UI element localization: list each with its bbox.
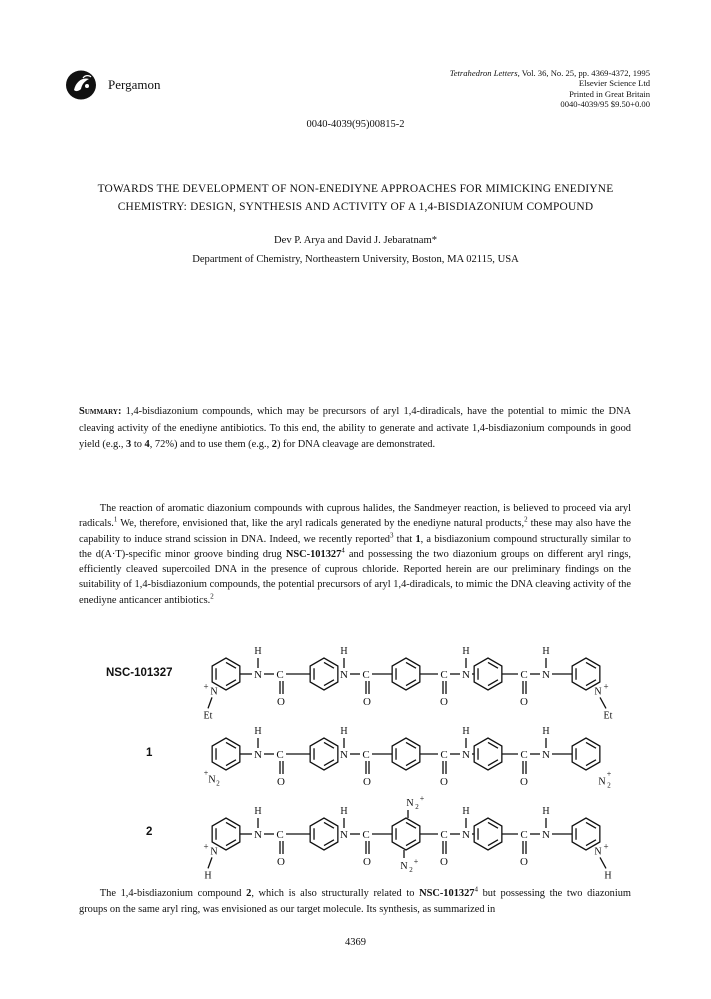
citation-ref: 4: [474, 885, 478, 894]
structure-label-1: 1: [146, 747, 153, 759]
title-line-1: TOWARDS THE DEVELOPMENT OF NON-ENEDIYNE APPROACHES FOR MIMICKING ENEDIYNE: [97, 183, 614, 195]
amide-hydrogen: H: [542, 806, 550, 817]
summary-paragraph: [79, 404, 631, 454]
body-text: , which is also structurally related to: [251, 888, 420, 899]
diazonium-subscript: 2: [409, 866, 413, 874]
publisher-logo-icon: [65, 69, 99, 101]
summary-text: to: [131, 439, 145, 451]
amide-hydrogen: H: [462, 806, 470, 817]
body-paragraph-2: [79, 886, 631, 917]
pyridinium-nitrogen: N: [210, 846, 218, 858]
carbonyl-carbon: C: [276, 749, 284, 761]
positive-charge: +: [603, 841, 609, 852]
amide-nitrogen: N: [542, 749, 550, 761]
positive-charge: +: [419, 794, 425, 803]
carbonyl-carbon: C: [440, 749, 448, 761]
citation-ref: 3: [390, 531, 394, 540]
body-text: , a bisdiazonium compound structurally similar to the d(A·T)-specific minor groove binding drug: [79, 533, 632, 560]
amide-nitrogen: N: [340, 669, 348, 681]
ethyl-substituent: Et: [203, 710, 213, 722]
amide-nitrogen: N: [462, 669, 470, 681]
journal-printed-line: Printed in Great Britain: [569, 88, 650, 99]
diazonium-group: N: [598, 776, 606, 788]
body-text: these may also have the capability to induce strand scission in DNA. Indeed, we recently reported: [79, 518, 631, 545]
journal-publisher-line: Elsevier Science Ltd: [578, 78, 650, 89]
pyridinium-nitrogen: N: [210, 686, 218, 698]
carbonyl-carbon: C: [362, 829, 370, 841]
carbonyl-carbon: C: [520, 829, 528, 841]
citation-ref: 2: [210, 592, 214, 601]
carbonyl-oxygen: O: [440, 776, 448, 788]
carbonyl-oxygen: O: [277, 776, 285, 788]
carbonyl-carbon: C: [276, 669, 284, 681]
amide-hydrogen: H: [254, 726, 262, 737]
compound-ref: 4: [144, 439, 150, 451]
bond: [208, 697, 212, 708]
positive-charge: +: [203, 768, 209, 778]
structure-label-2: 2: [146, 826, 153, 838]
amide-hydrogen: H: [340, 646, 348, 657]
body-paragraph-1: [79, 501, 631, 608]
body-text: that: [393, 533, 416, 545]
carbonyl-oxygen: O: [440, 696, 448, 708]
positive-charge: +: [203, 681, 209, 692]
amide-hydrogen: H: [462, 646, 470, 657]
diazonium-group: N: [208, 774, 216, 786]
body-text: We, therefore, envisioned that, like the aryl radicals generated by the enediyne natural products,: [117, 518, 525, 530]
carbonyl-carbon: C: [440, 669, 448, 681]
compound-ref: NSC-101327: [285, 548, 342, 560]
amide-nitrogen: N: [254, 829, 262, 841]
pyridinium-hydrogen: H: [204, 870, 212, 880]
journal-title: Tetrahedron Letters,: [449, 68, 520, 78]
citation-ref: 2: [524, 515, 528, 524]
body-text: The reaction of aromatic diazonium compounds with cuprous halides, the Sandmeyer reaction, is believed to proceed via aryl radicals.: [79, 503, 631, 530]
carbonyl-oxygen: O: [277, 696, 285, 708]
summary-text: ) for DNA cleavage are demonstrated.: [277, 439, 436, 451]
summary-text: 1,4-bisdiazonium compounds, which may be precursors of aryl 1,4-diradicals, have the potential to mimic the DNA cleaving activity of the enediyne antibiotics. To this end, the ability to generate and activate 1,4-bisdiazonium compounds in good yield (e.g.,: [79, 406, 631, 451]
carbonyl-carbon: C: [440, 829, 448, 841]
compound-ref: 2: [246, 888, 252, 899]
structure-label-nsc: NSC-101327: [106, 667, 173, 679]
diazonium-subscript: 2: [216, 779, 220, 788]
amide-hydrogen: H: [542, 646, 550, 657]
pyridinium-hydrogen: H: [604, 870, 612, 880]
diazonium-subscript: 2: [415, 803, 419, 811]
carbonyl-carbon: C: [276, 829, 284, 841]
carbonyl-oxygen: O: [520, 776, 528, 788]
affiliation: Department of Chemistry, Northeastern University, Boston, MA 02115, USA: [192, 254, 519, 265]
summary-text: , 72%) and to use them (e.g.,: [149, 439, 272, 451]
summary-label: Summary:: [79, 406, 122, 417]
positive-charge: +: [606, 769, 612, 779]
journal-price-line: 0040-4039/95 $9.50+0.00: [560, 98, 650, 109]
diazonium-group: N: [406, 798, 414, 809]
amide-nitrogen: N: [462, 829, 470, 841]
carbonyl-oxygen: O: [363, 696, 371, 708]
carbonyl-oxygen: O: [363, 856, 371, 868]
citation-ref: 1: [113, 515, 118, 524]
compound-ref: 2: [271, 439, 277, 451]
compound-ref: 3: [126, 439, 132, 451]
amide-hydrogen: H: [462, 726, 470, 737]
citation-ref: 4: [341, 546, 345, 555]
amide-nitrogen: N: [340, 749, 348, 761]
journal-citation: [350, 68, 650, 109]
amide-hydrogen: H: [254, 806, 262, 817]
carbonyl-oxygen: O: [520, 856, 528, 868]
amide-nitrogen: N: [462, 749, 470, 761]
positive-charge: +: [603, 681, 609, 692]
body-text: The 1,4-bisdiazonium compound: [99, 888, 247, 899]
page-number: 4369: [345, 937, 366, 948]
compound-ref: 1: [415, 533, 421, 545]
title-line-2: CHEMISTRY: DESIGN, SYNTHESIS AND ACTIVITY OF A 1,4-BISDIAZONIUM COMPOUND: [117, 200, 594, 213]
carbonyl-carbon: C: [520, 749, 528, 761]
bond: [600, 857, 606, 868]
carbonyl-oxygen: O: [520, 696, 528, 708]
amide-nitrogen: N: [254, 749, 262, 761]
carbonyl-carbon: C: [362, 749, 370, 761]
amide-nitrogen: N: [340, 829, 348, 841]
body-text: but possessing the two diazonium groups on the same aryl ring, was envisioned as our target molecule. Its synthesis, as summarized in: [79, 888, 631, 915]
journal-volume: Vol. 36, No. 25, pp. 4369-4372, 1995: [519, 68, 650, 78]
amide-hydrogen: H: [340, 726, 348, 737]
amide-nitrogen: N: [542, 669, 550, 681]
author-list: Dev P. Arya and David J. Jebaratnam*: [274, 235, 437, 246]
diazonium-subscript: 2: [607, 781, 611, 790]
carbonyl-oxygen: O: [440, 856, 448, 868]
ethyl-substituent: Et: [603, 710, 613, 722]
doi-code: 0040-4039(95)00815-2: [306, 119, 405, 130]
body-text: and possessing the two diazonium groups on different aryl rings, efficiently cleaved supercoiled DNA in the presence of cuprous chloride. Reported herein are our preliminary findings on the suitability of 1,4-bisdiazonium compounds, the potential precursors of aryl 1,4-diradicals, to mimic the DNA cleaving activity of the enediyne anticancer antibiotics.: [79, 548, 631, 606]
bond: [208, 857, 212, 868]
positive-charge: +: [203, 841, 209, 852]
amide-nitrogen: N: [542, 829, 550, 841]
amide-hydrogen: H: [340, 806, 348, 817]
paper-title: [60, 181, 651, 216]
publisher-name: Pergamon: [108, 77, 161, 92]
bond: [600, 697, 606, 708]
pyridinium-nitrogen: N: [594, 846, 602, 858]
pyridinium-nitrogen: N: [594, 686, 602, 698]
compound-ref: NSC-101327: [419, 888, 475, 899]
amide-hydrogen: H: [254, 646, 262, 657]
carbonyl-oxygen: O: [363, 776, 371, 788]
positive-charge: +: [413, 857, 419, 866]
carbonyl-oxygen: O: [277, 856, 285, 868]
chemical-structures: [0, 640, 711, 880]
diazonium-group: N: [400, 861, 408, 872]
carbonyl-carbon: C: [362, 669, 370, 681]
carbonyl-carbon: C: [520, 669, 528, 681]
amide-nitrogen: N: [254, 669, 262, 681]
amide-hydrogen: H: [542, 726, 550, 737]
